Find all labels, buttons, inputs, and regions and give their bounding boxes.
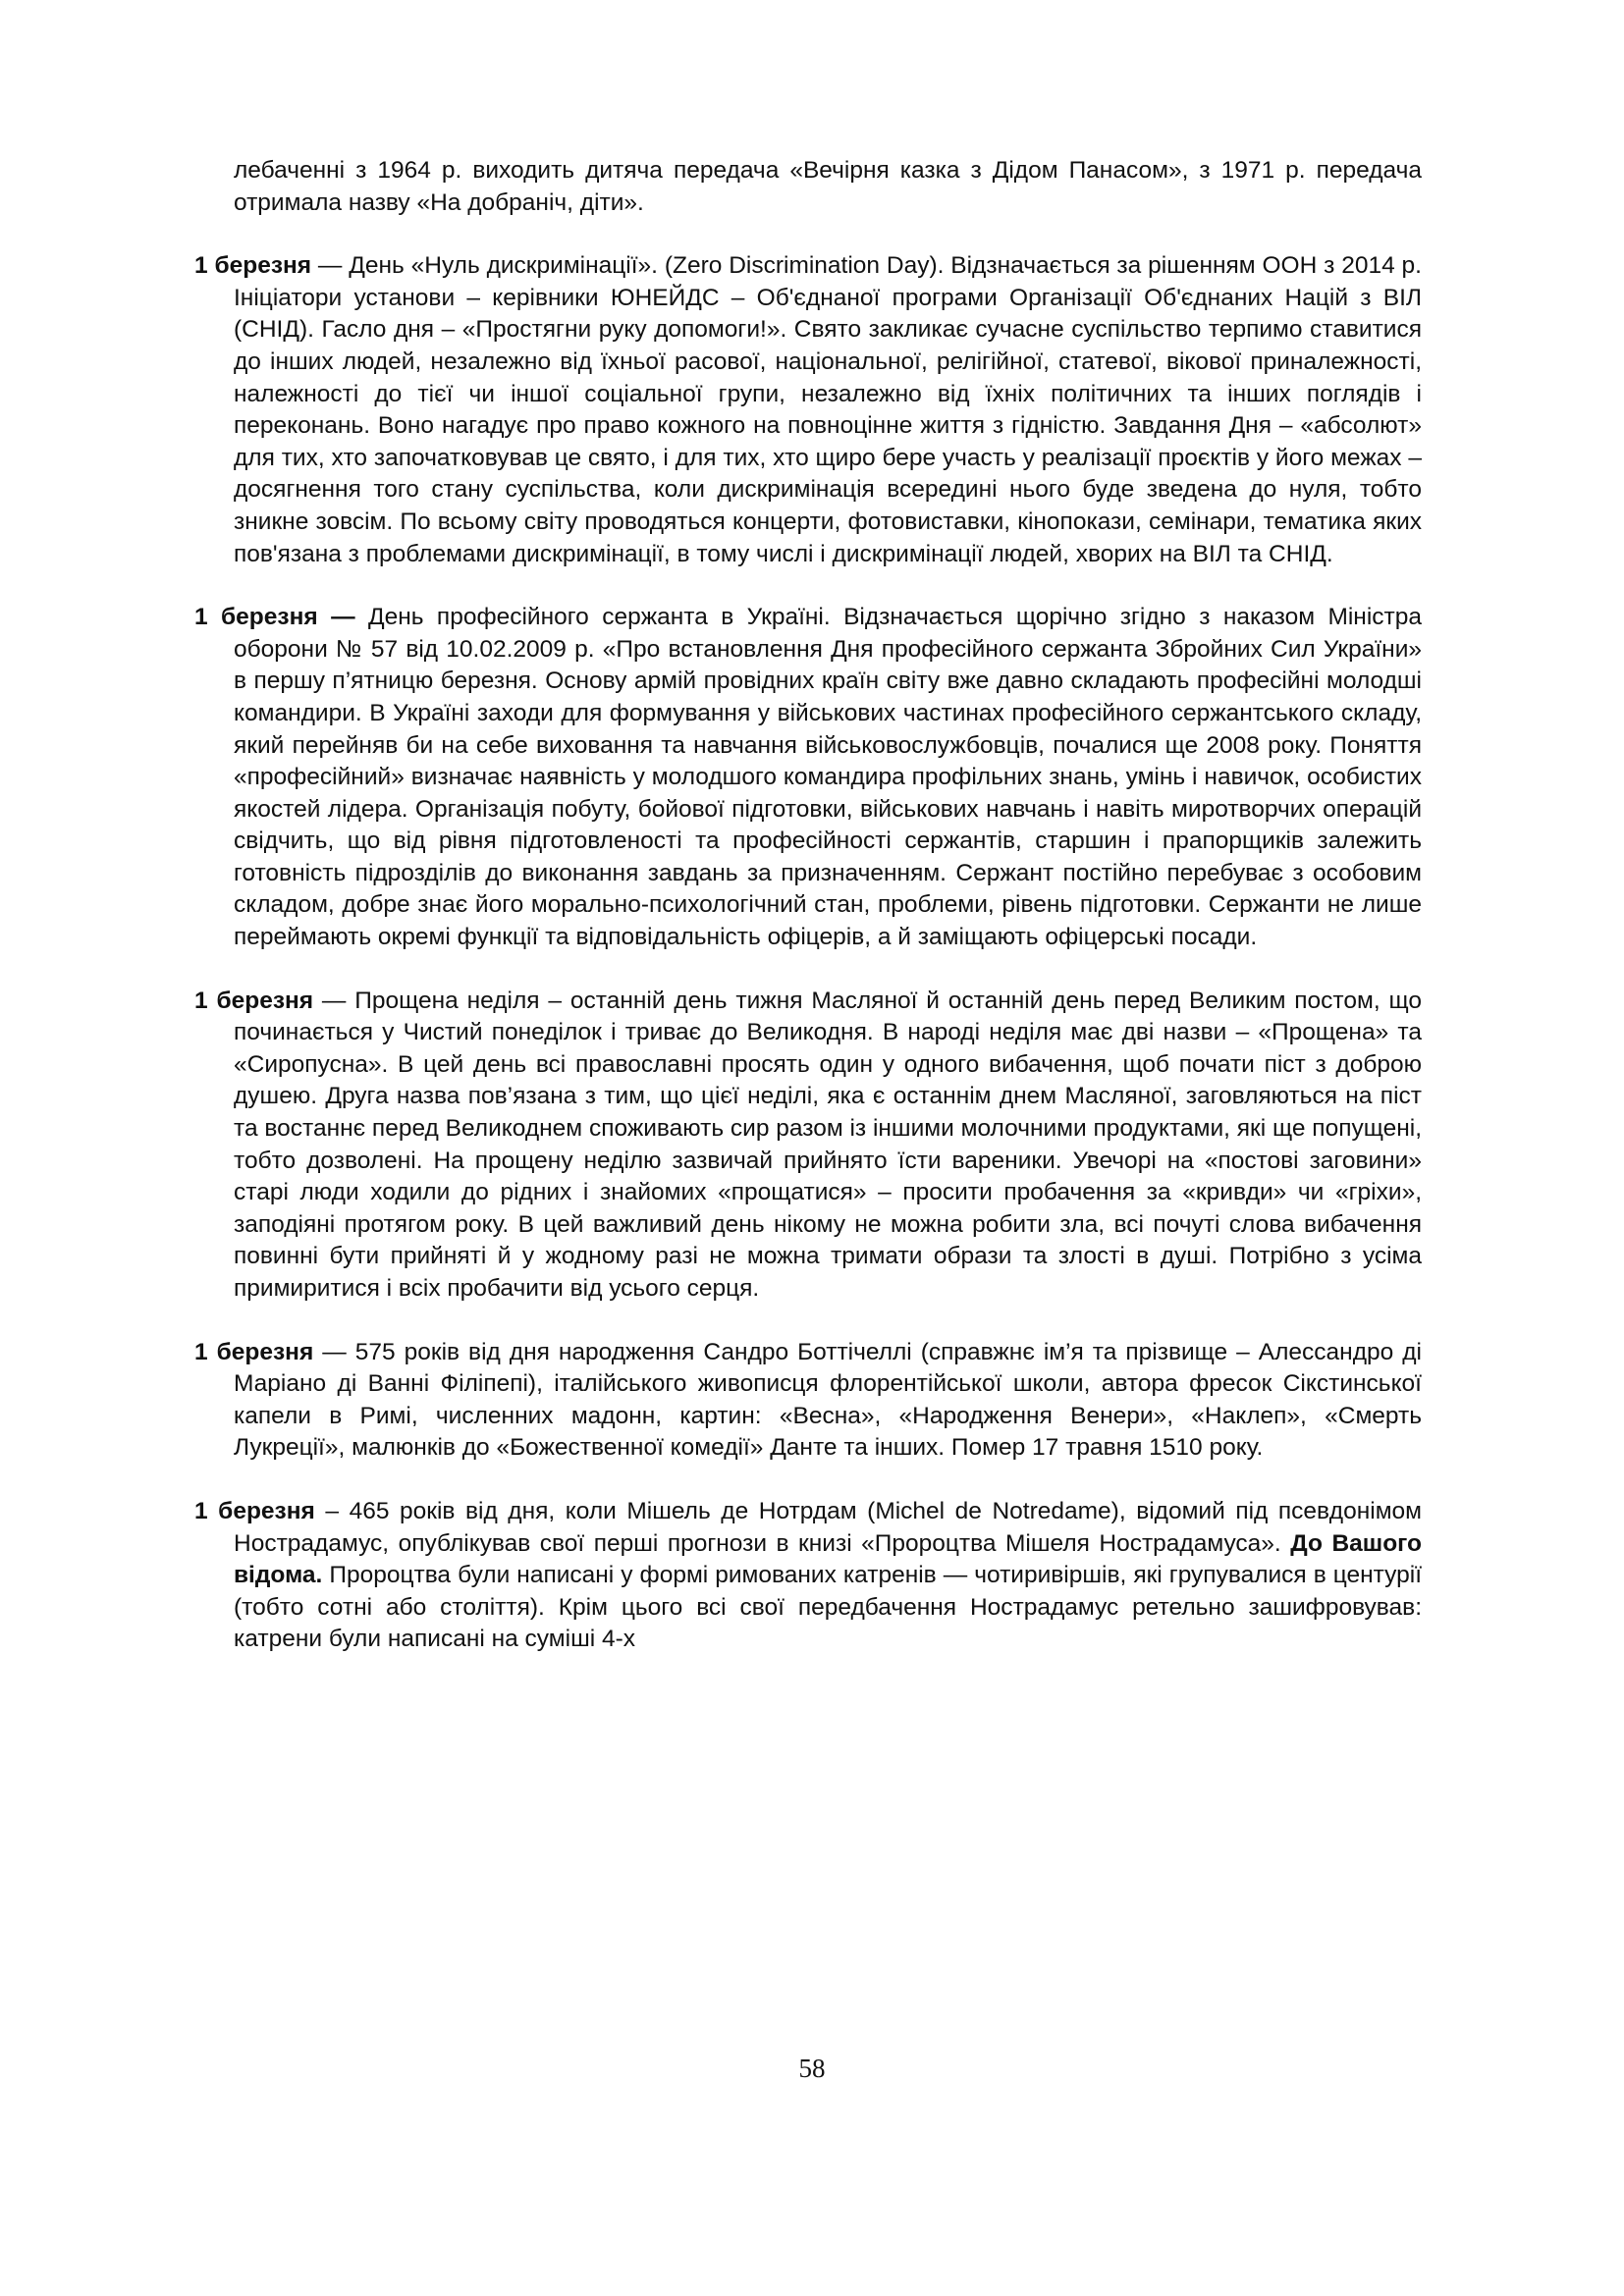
entry-separator <box>355 604 368 630</box>
entry-text: Прощена неділя – останній день тижня Масляної й останній день перед Великим постом, що починається у Чистий понеділок і триває до Великодня. В народі неділя має дві назви – «Прощена» та «Сиропусна». В цей день всі православні просять один у одного вибачення, щоб почати піст з доброю душею. Друга назва пов’язана з тим, що цієї неділі, яка є останнім днем Масляної, заговляються на піст та востаннє перед Великоднем споживають сир разом із іншими молочними продуктами, які ще попущені, тобто дозволені. На прощену неділю зазвичай прийнято їсти вареники. Увечорі на «постові заговини» старі люди ходили до рідних і знайомих «прощатися» – просити пробачення за «кривди» чи «гріхи», заподіяні протягом року. В цей важливий день нікому не можна робити зла, всі почуті слова вибачення повинні бути прийняті й у жодному разі не можна тримати образи та злості в душі. Потрібно з усіма примиритися і всіх пробачити від усього серця. <box>234 987 1422 1302</box>
entry-text: День професійного сержанта в Україні. Відзначається щорічно згідно з наказом Міністра оборони № 57 від 10.02.2009 р. «Про встановлення Дня професійного сержанта Збройних Сил України» в першу п’ятницю березня. Основу армій провідних країн світу вже давно складають професійні молодші командири. В Україні заходи для формування у військових частинах професійного сержантського складу, який перейняв би на себе виховання та навчання військовослужбовців, почалися ще 2008 року. Поняття «професійний» визначає наявність у молодшого командира профільних знань, умінь і навичок, особистих якостей лідера. Організація побуту, бойової підготовки, військових навчань і навіть миротворчих операцій свідчить, що від рівня підготовленості та професійності сержантів, старшин і прапорщиків залежить готовність підрозділів до виконання завдань за призначенням. Сержант постійно перебуває з особовим складом, добре знає його морально-психологічний стан, проблеми, рівень підготовки. Сержанти не лише переймають окремі функції та відповідальність офіцерів, а й заміщають офіцерські посади. <box>234 604 1422 951</box>
entry-botticelli-anniversary <box>194 1337 1422 1465</box>
page-number: 58 <box>798 2054 826 2083</box>
entry-date: 1 березня <box>194 1497 315 1524</box>
entry-text: 465 років від дня, коли Мішель де Нотрдам (Michel de Notredame), відомий під псевдонімом Нострадамус, опублікував свої перші прогнози в книзі «Пророцтва Мішеля Нострадамуса». <box>234 1497 1423 1557</box>
entry-separator: – <box>314 1497 350 1524</box>
entry-text-continued: Пророцтва були написані у формі римованих катренів — чотиривіршів, які групувалися в центурії (тобто сотні або століття). Крім цього всі свої передбачення Нострадамус ретельно зашифровував: катрени були написані на суміші 4-х <box>234 1562 1423 1653</box>
entry-separator: — <box>313 987 355 1014</box>
entry-date: 1 березня — <box>194 604 355 631</box>
intro-paragraph: лебаченні з 1964 р. виходить дитяча передача «Вечірня казка з Дідом Панасом», з 1971 р. передача отримала назву «На добраніч, діти». <box>234 157 1422 216</box>
entry-zero-discrimination-day <box>194 250 1422 570</box>
entry-separator: — <box>313 1338 355 1365</box>
entry-bold-phrase: До Вашого відома. <box>234 1529 1423 1589</box>
entry-date: 1 березня <box>194 252 312 280</box>
entry-date: 1 березня <box>194 987 314 1014</box>
page-content <box>194 155 1422 1687</box>
entry-forgiveness-sunday <box>194 986 1422 1306</box>
entry-professional-sergeant-day <box>194 602 1422 954</box>
entry-text: День «Нуль дискримінації». (Zero Discrimination Day). Відзначається за рішенням ООН з 2014 р. Ініціатори установи – керівники ЮНЕЙДС – Об'єднаної програми Організації Об'єднаних Націй з ВІЛ (СНІД). Гасло дня – «Простягни руку допомоги!». Свято закликає сучасне суспільство терпимо ставитися до інших людей, незалежно від їхньої расової, національної, релігійної, статевої, вікової приналежності, належності до тієї чи іншої соціальної групи, незалежно від їхніх політичних та інших поглядів і переконань. Воно нагадує про право кожного на повноцінне життя з гідністю. Завдання Дня – «абсолют» для тих, хто започатковував це свято, і для тих, хто щиро бере участь у реалізації проєктів у його межах – досягнення того стану суспільства, коли дискримінація всередині нього буде зведена до нуля, тобто зникне зовсім. По всьому світу проводяться концерти, фотовиставки, кінопокази, семінари, тематика яких пов'язана з проблемами дискримінації, в тому числі і дискримінації людей, хворих на ВІЛ та СНІД. <box>234 252 1422 567</box>
entry-date: 1 березня <box>194 1338 314 1365</box>
entry-separator: — <box>311 252 350 280</box>
entry-nostradamus-prophecies <box>194 1496 1422 1656</box>
entry-text: 575 років від дня народження Сандро Боттічеллі (справжнє ім’я та прізвище – Алессандро ді Маріано ді Ванні Філіпепі), італійського живописця флорентійської школи, автора фресок Сікстинської капели в Римі, численних мадонн, картин: «Весна», «Народження Венери», «Наклеп», «Смерть Лукреції», малюнків до «Божественної комедії» Данте та інших. Помер 17 травня 1510 року. <box>234 1338 1422 1462</box>
